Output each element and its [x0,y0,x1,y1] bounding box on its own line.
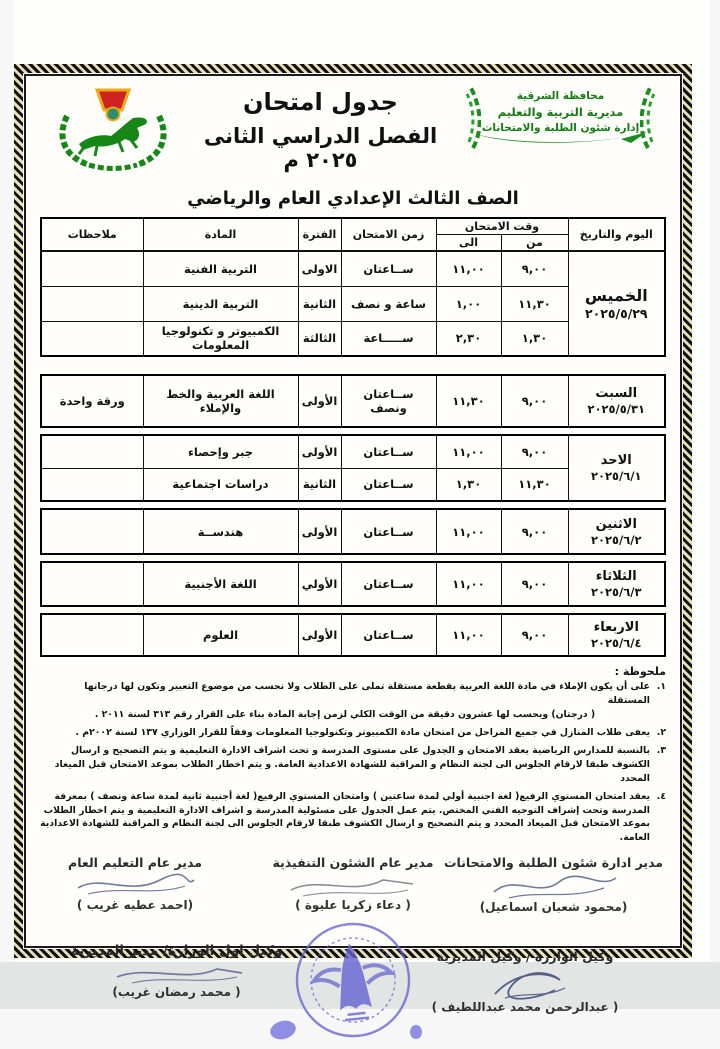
duration-cell: ساعة و نصف [341,286,436,321]
ink-smudge [268,1018,298,1042]
schedule-table-2 [40,434,666,502]
time-to-cell: ١١,٠٠ [436,251,501,286]
day-date: ٢٠٢٥/٥/٣١ [587,402,646,416]
col-header-subject: المادة [143,218,298,251]
decorative-rope-border [14,64,692,1015]
signature-title: وكيل اول الوزارة/ مدير المديرية [70,943,283,960]
schedule-table-1 [40,374,666,428]
day-name: الاحد [600,453,632,468]
duration-cell: ســاعتان [341,468,436,501]
org-line-administration: إدارة شئون الطلبة والامتحانات [481,122,640,134]
note-item-3 [40,744,666,786]
document-body [24,74,682,1015]
subject-cell: جبر وإحصاء [143,435,298,468]
note-number: ٢. [656,726,666,738]
duration-cell: ســاعتان [341,614,436,656]
official-stamp-icon [286,911,421,1049]
period-cell: الأولي [298,562,341,606]
note-text-line: يعقد امتحان المستوي الرفيع( لغة اجنبية أولي لمدة ساعتين ) وامتحان المستوي الرفيع( لغة أجنبية ثانية لمدة ساعة ونصف ) بمعرفة المدرسة وتحت إشراف التوجيه الفني المختص. يتم عمل الجدول على مسئولية المدرسة و اشراف الادارة التعليمية و يتم اخطار الطلاب بموعد الامتحان قبل الميعاد المحدد و يتم التصحيح و ارسال الكشوف طبقا لارقام الجلوس الى لجنة النظام و المراقبة للشهادة الاعدادية العامة. [40,790,650,844]
day-name: الثلاثاء [595,569,637,584]
period-cell: الأولى [298,614,341,656]
note-text-line: يعفى طلاب المنازل في جميع المراحل من امتحان مادة الكمبيوتر وتكنولوجيا المعلومات وفقاً للقرار الوزاري ١٣٧ لسنة ٢٠٠٢م . [75,726,650,738]
day-date-cell [568,509,665,554]
subject-cell: التربية الفنية [143,251,298,286]
period-cell: الاولى [298,251,341,286]
subject-cell: العلوم [143,614,298,656]
signature-executive-affairs [248,855,458,912]
grade-subtitle: الصف الثالث الإعدادي العام والرياضي [187,188,519,209]
laurel-swoosh-icon [471,130,651,148]
subject-cell: دراسات اجتماعية [143,468,298,501]
signature-name: ( دعاء زكريا عليوة ) [295,898,411,913]
subject-cell: هندســة [143,509,298,554]
time-to-cell: ١١,٠٠ [436,614,501,656]
signature-title: مدير عام التعليم العام [68,855,202,871]
signature-name: ( محمد رمضان غريب) [112,985,241,1000]
title-line-1: جدول امتحان [243,88,398,116]
note-cell [41,321,143,356]
time-from-cell: ٩,٠٠ [501,509,568,554]
period-cell: الأولى [298,509,341,554]
duration-cell: ســاعتان [341,562,436,606]
time-from-cell: ٩,٠٠ [501,435,568,468]
col-header-duration: زمن الامتحان [341,218,436,251]
handwritten-signature-icon [484,870,624,904]
note-cell [41,435,143,468]
note-cell [41,614,143,656]
signature-name: (محمود شعبان اسماعيل) [479,900,628,915]
notes-section [40,665,666,845]
signature-title: مدير ادارة شئون الطلبة والامتحانات [443,855,664,871]
day-date: ٢٠٢٥/٦/٢ [590,532,642,547]
note-number: ٤. [656,790,666,802]
period-cell: الأولى [298,375,341,427]
schedule-table-4 [40,561,666,607]
day-name: الخميس [584,286,648,305]
handwritten-signature-icon [465,964,585,1004]
note-text-line: ( درجتان) ويحسب لها عشرون دقيقة من الوقت الكلي لزمن إجابة المادة بناء على القرار رقم ٣١٣ لسنة ٢٠١١ . [94,708,596,720]
time-from-cell: ٩,٠٠ [501,614,568,656]
signature-name: ( عبدالرحمن محمد عبداللطيف ) [431,1000,619,1015]
duration-cell: ســاعتان [341,435,436,468]
day-date: ٢٠٢٥/٥/٢٩ [584,306,648,321]
period-cell: الثانية [298,468,341,501]
time-to-cell: ١١,٠٠ [436,435,501,468]
col-header-notes: ملاحظات [41,218,143,251]
day-date-cell [568,375,665,427]
note-text [40,744,650,786]
directorate-block [453,82,668,134]
note-number: ١. [656,681,666,692]
period-cell: الأولى [298,435,341,468]
org-line-governorate: محافظة الشرقية [516,90,605,102]
signature-first-undersecretary [44,943,309,999]
col-header-day: اليوم والتاريخ [568,218,665,251]
col-header-period: الفترة [298,218,341,251]
col-header-from: من [501,235,568,252]
duration-cell: ســـــاعة [341,321,436,356]
note-item-4 [40,790,666,846]
day-date: ٢٠٢٥/٦/١ [590,469,642,483]
subject-cell: اللغة العربية والخط والإملاء [143,375,298,427]
org-line-directorate: مديرية التربية والتعليم [497,105,624,119]
note-text [40,726,650,740]
time-to-cell: ١,٠٠ [436,286,501,321]
day-name: السبت [595,386,638,401]
time-to-cell: ١١,٣٠ [436,375,501,427]
schedule-table-3 [40,508,666,555]
schedule-tables [38,217,668,657]
col-header-time: وقت الامتحان [436,218,568,235]
schedule-table-0 [40,217,666,357]
table-gap [38,357,668,374]
day-date-cell [568,562,665,606]
note-cell [41,251,143,286]
note-cell [41,509,143,554]
note-text [40,790,650,846]
note-cell [41,468,143,501]
signature-title: وكيل الوازرة / وكيل المديرية [436,949,614,965]
time-from-cell: ٩,٠٠ [501,562,568,606]
governorate-emblem-icon [38,82,188,174]
time-from-cell: ١,٣٠ [501,321,568,356]
notes-heading: ملحوظة : [614,665,666,678]
time-from-cell: ٩,٠٠ [501,375,568,427]
day-date-cell [568,435,665,501]
time-to-cell: ١١,٠٠ [436,562,501,606]
note-cell [41,286,143,321]
day-name: الاثنين [595,516,637,532]
signature-students-affairs [441,855,666,914]
period-cell: الثانية [298,286,341,321]
signature-ministry-undersecretary [410,949,640,1014]
period-cell: الثالثة [298,321,341,356]
day-date-cell [568,251,665,356]
day-name: الاربعاء [593,620,639,635]
signature-title: مدير عام الشئون التنفيذية [272,855,434,871]
subject-cell: اللغة الأجنبية [143,562,298,606]
time-from-cell: ٩,٠٠ [501,251,568,286]
day-date: ٢٠٢٥/٦/٣ [590,585,642,599]
note-number: ٣. [656,744,666,756]
note-item-2 [40,726,666,740]
duration-cell: ســاعتان [341,509,436,554]
duration-cell: ســاعتان [341,251,436,286]
time-from-cell: ١١,٣٠ [501,468,568,501]
signature-general-education [40,855,230,912]
subject-cell: الكمبيوتر و تكنولوجيا المعلومات [143,321,298,356]
note-text-line: على أن يكون الإملاء في مادة اللغة العربية بقطعة مستقلة تملى على الطلاب ولا تحسب من موضوع التعبير وتكون لها درجاتها المستقلة [84,681,650,706]
time-from-cell: ١١,٣٠ [501,286,568,321]
document-header [38,82,668,178]
day-date: ٢٠٢٥/٦/٤ [590,636,642,650]
notes-list [40,680,666,845]
note-cell [41,562,143,606]
time-to-cell: ١,٣٠ [436,468,501,501]
day-date-cell [568,614,665,656]
title-line-2: الفصل الدراسي الثانى ٢٠٢٥ م [203,124,438,172]
note-text-line: بالنسبة للمدارس الرياضية يعقد الامتحان و الجدول على مستوى المدرسة و تحت اشراف الادارة التعليمية و يتم التصحيح و ارسال الكشوف طبقا لارقام الجلوس الى لجنة النظام و المراقبة للشهادة الاعدادية العامة. و يتم اخطار الطلاب بموعد الامتحان قبل الميعاد المحدد [54,744,650,784]
time-to-cell: ٢,٣٠ [436,321,501,356]
signature-name: (احمد عطيه غريب ) [76,898,194,913]
subject-cell: التربية الدينية [143,286,298,321]
col-header-to: الى [436,235,501,252]
signatures-section [38,853,668,1049]
schedule-table-5 [40,613,666,657]
exam-title-block [188,82,453,172]
duration-cell: ســاعتان ونصف [341,375,436,427]
note-text [40,680,650,722]
time-to-cell: ١١,٠٠ [436,509,501,554]
note-item-1 [40,680,666,722]
note-cell: ورقة واحدة [41,375,143,427]
